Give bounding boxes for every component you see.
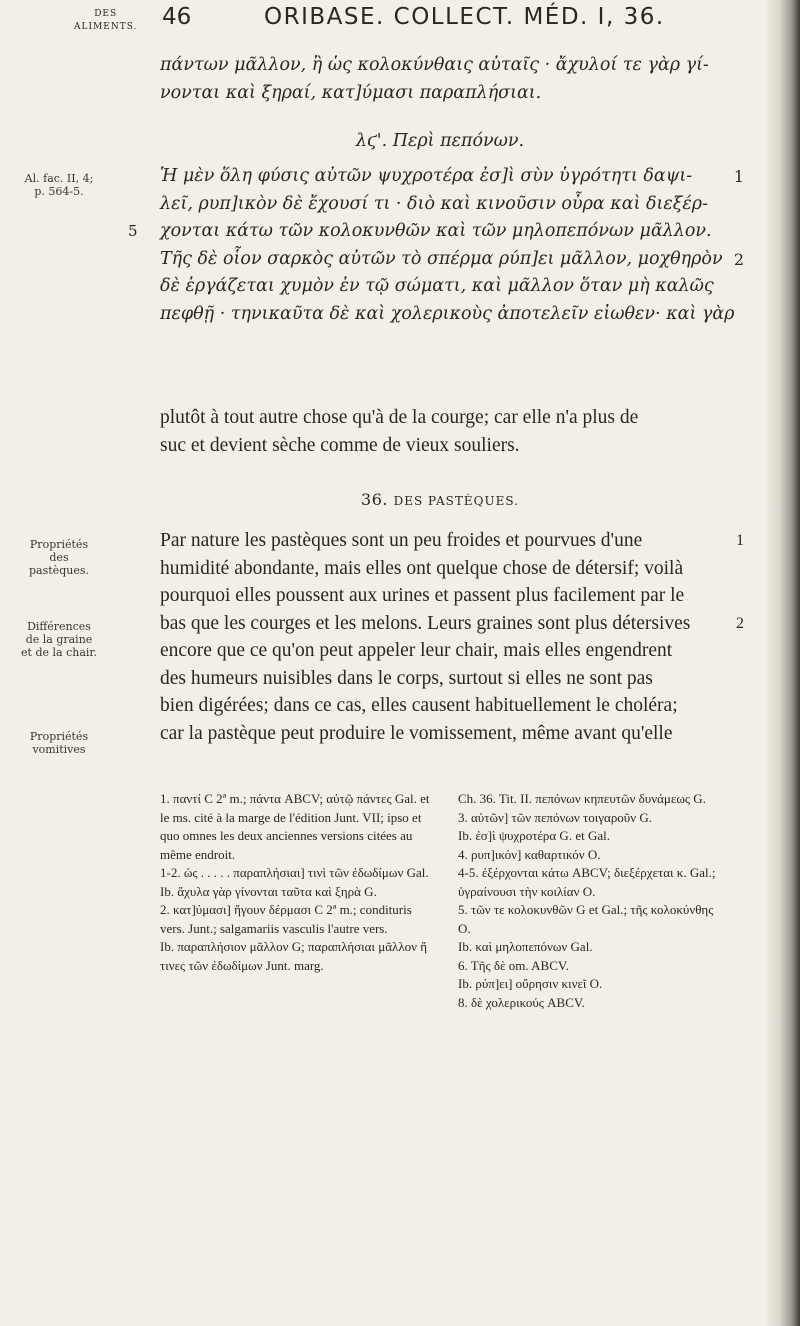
footnote: 2. κατ]ύμασι] ἤγουν δέρμασι C 2ª m.; condituris vers. Junt.; salgamariis vasculis l'autre vers.	[160, 902, 412, 936]
french-line: pourquoi elles poussent aux urines et passent plus facilement par le	[160, 585, 685, 606]
footnote: Ch. 36. Tit. II. πεπόνων κηπευτῶν δυνάμεως G.	[458, 791, 706, 806]
french-line: encore que ce qu'on peut appeler leur chair, mais elles engendrent	[160, 640, 673, 661]
french-line: humidité abondante, mais elles ont quelque chose de détersif; voilà	[160, 557, 684, 579]
margin-note-properties: Propriétés des pastèques.	[29, 538, 89, 577]
greek-intro: πάντων μᾶλλον, ἢ ὡς κολοκύνθαις αὐταῖς · ἄχυλοί τε γὰρ γί- νονται καὶ ξηραί, κατ]ύμασι παραπλήσιαι.	[160, 55, 709, 103]
french-intro: plutôt à tout autre chose qu'à de la courge; car elle n'a plus de suc et devient sèche comme de vieux souliers.	[160, 407, 639, 456]
footnote: Ib. ρύπ]ει] οὔρησιν κινεῖ O.	[458, 976, 603, 991]
page-edge-shadow	[766, 0, 800, 1326]
section-label: DES ALIMENTS.	[74, 9, 138, 32]
greek-line: 5 χονται κάτω τῶν κολοκυνθῶν καὶ τῶν μηλοπεπόνων μᾶλλον.	[128, 221, 712, 241]
footnote: Ib. καὶ μηλοπεπόνων Gal.	[458, 939, 593, 954]
french-chapter-heading: 36. DES PASTÈQUES.	[361, 490, 519, 509]
greek-line: πεφθῇ · τηνικαῦτα δὲ καὶ χολερικοὺς ἀποτελεῖν εἰωθεν· καὶ γὰρ	[160, 303, 735, 324]
greek-chapter-heading: λϛ'. Περὶ πεπόνων.	[355, 131, 525, 151]
greek-line: Τῆς δὲ οἷον σαρκὸς αὐτῶν τὸ σπέρμα ρύπ]ει μᾶλλον, μοχθηρὸν 2	[160, 248, 744, 269]
margin-note-differences: Différences de la graine et de la chair.	[21, 620, 97, 659]
french-line: Par nature les pastèques sont un peu froides et pourvues d'une 1	[160, 530, 744, 551]
footnote: Ib. ἄχυλα γὰρ γίνονται ταῦτα καὶ ξηρὰ G.	[160, 883, 377, 899]
french-line: des humeurs nuisibles dans le corps, surtout si elles ne sont pas	[160, 667, 653, 689]
greek-body	[128, 163, 744, 328]
footnote: 1-2. ὡς . . . . . παραπλήσιαι] τινὶ τῶν ἐδωδίμων Gal.	[160, 865, 429, 880]
footnote: Ib. παραπλήσιον μᾶλλον G; παραπλήσιαι μᾶλλον ἤ τινες τῶν ἐδωδίμων Junt. marg.	[160, 939, 428, 973]
footnotes-left-column	[160, 790, 430, 975]
french-line: bien digérées; dans ce cas, elles causent habituellement le choléra;	[160, 695, 678, 716]
footnote: 5. τῶν τε κολοκυνθῶν G et Gal.; τῆς κολοκύνθης O.	[458, 902, 714, 936]
footnote: 4-5. ἐξέρχονται κάτω ABCV; διεξέρχεται κ. Gal.; ὑγραίνουσι τὴν κοιλίαν O.	[458, 865, 716, 899]
french-line: bas que les courges et les melons. Leurs graines sont plus détersives 2	[160, 612, 744, 634]
running-title: ORIBASE. COLLECT. MÉD. I, 36.	[264, 4, 665, 30]
footnote: 6. Τῆς δὲ om. ABCV.	[458, 957, 569, 973]
greek-line: Ἡ μὲν ὅλη φύσις αὐτῶν ψυχροτέρα ἐσ]ὶ σὺν ὑγρότητι δαψι- 1	[160, 166, 744, 186]
page-number: 46	[162, 4, 192, 30]
french-body	[160, 527, 744, 747]
greek-line: λεῖ, ρυπ]ικὸν δὲ ἔχουσί τι · διὸ καὶ κινοῦσιν οὖρα καὶ διεξέρ-	[160, 193, 709, 214]
margin-note-reference: Al. fac. II, 4; p. 564-5.	[24, 172, 94, 198]
footnote: 3. αὐτῶν] τῶν πεπόνων τοιγαροῦν G.	[458, 809, 653, 825]
french-line: car la pastèque peut produire le vomissement, même avant qu'elle	[160, 722, 673, 744]
margin-note-vomitive: Propriétés vomitives	[29, 730, 89, 756]
greek-line: δὲ ἐργάζεται χυμὸν ἐν τῷ σώματι, καὶ μᾶλλον ὅταν μὴ καλῶς	[160, 276, 714, 296]
footnote: 8. δὲ χολερικούς ABCV.	[458, 994, 585, 1010]
footnotes-right-column	[458, 790, 728, 1012]
footnote: 1. παντί C 2ª m.; πάντα ABCV; αὐτῷ πάντες Gal. et le ms. cité à la marge de l'édition Junt. VII; ipso et quo omnes les deux anciennes versions citées au même endroit.	[160, 791, 430, 862]
footnote: 4. ρυπ]ικόν] καθαρτικόν O.	[458, 846, 601, 862]
footnote: Ib. ἐσ]ὶ ψυχροτέρα G. et Gal.	[458, 828, 610, 843]
